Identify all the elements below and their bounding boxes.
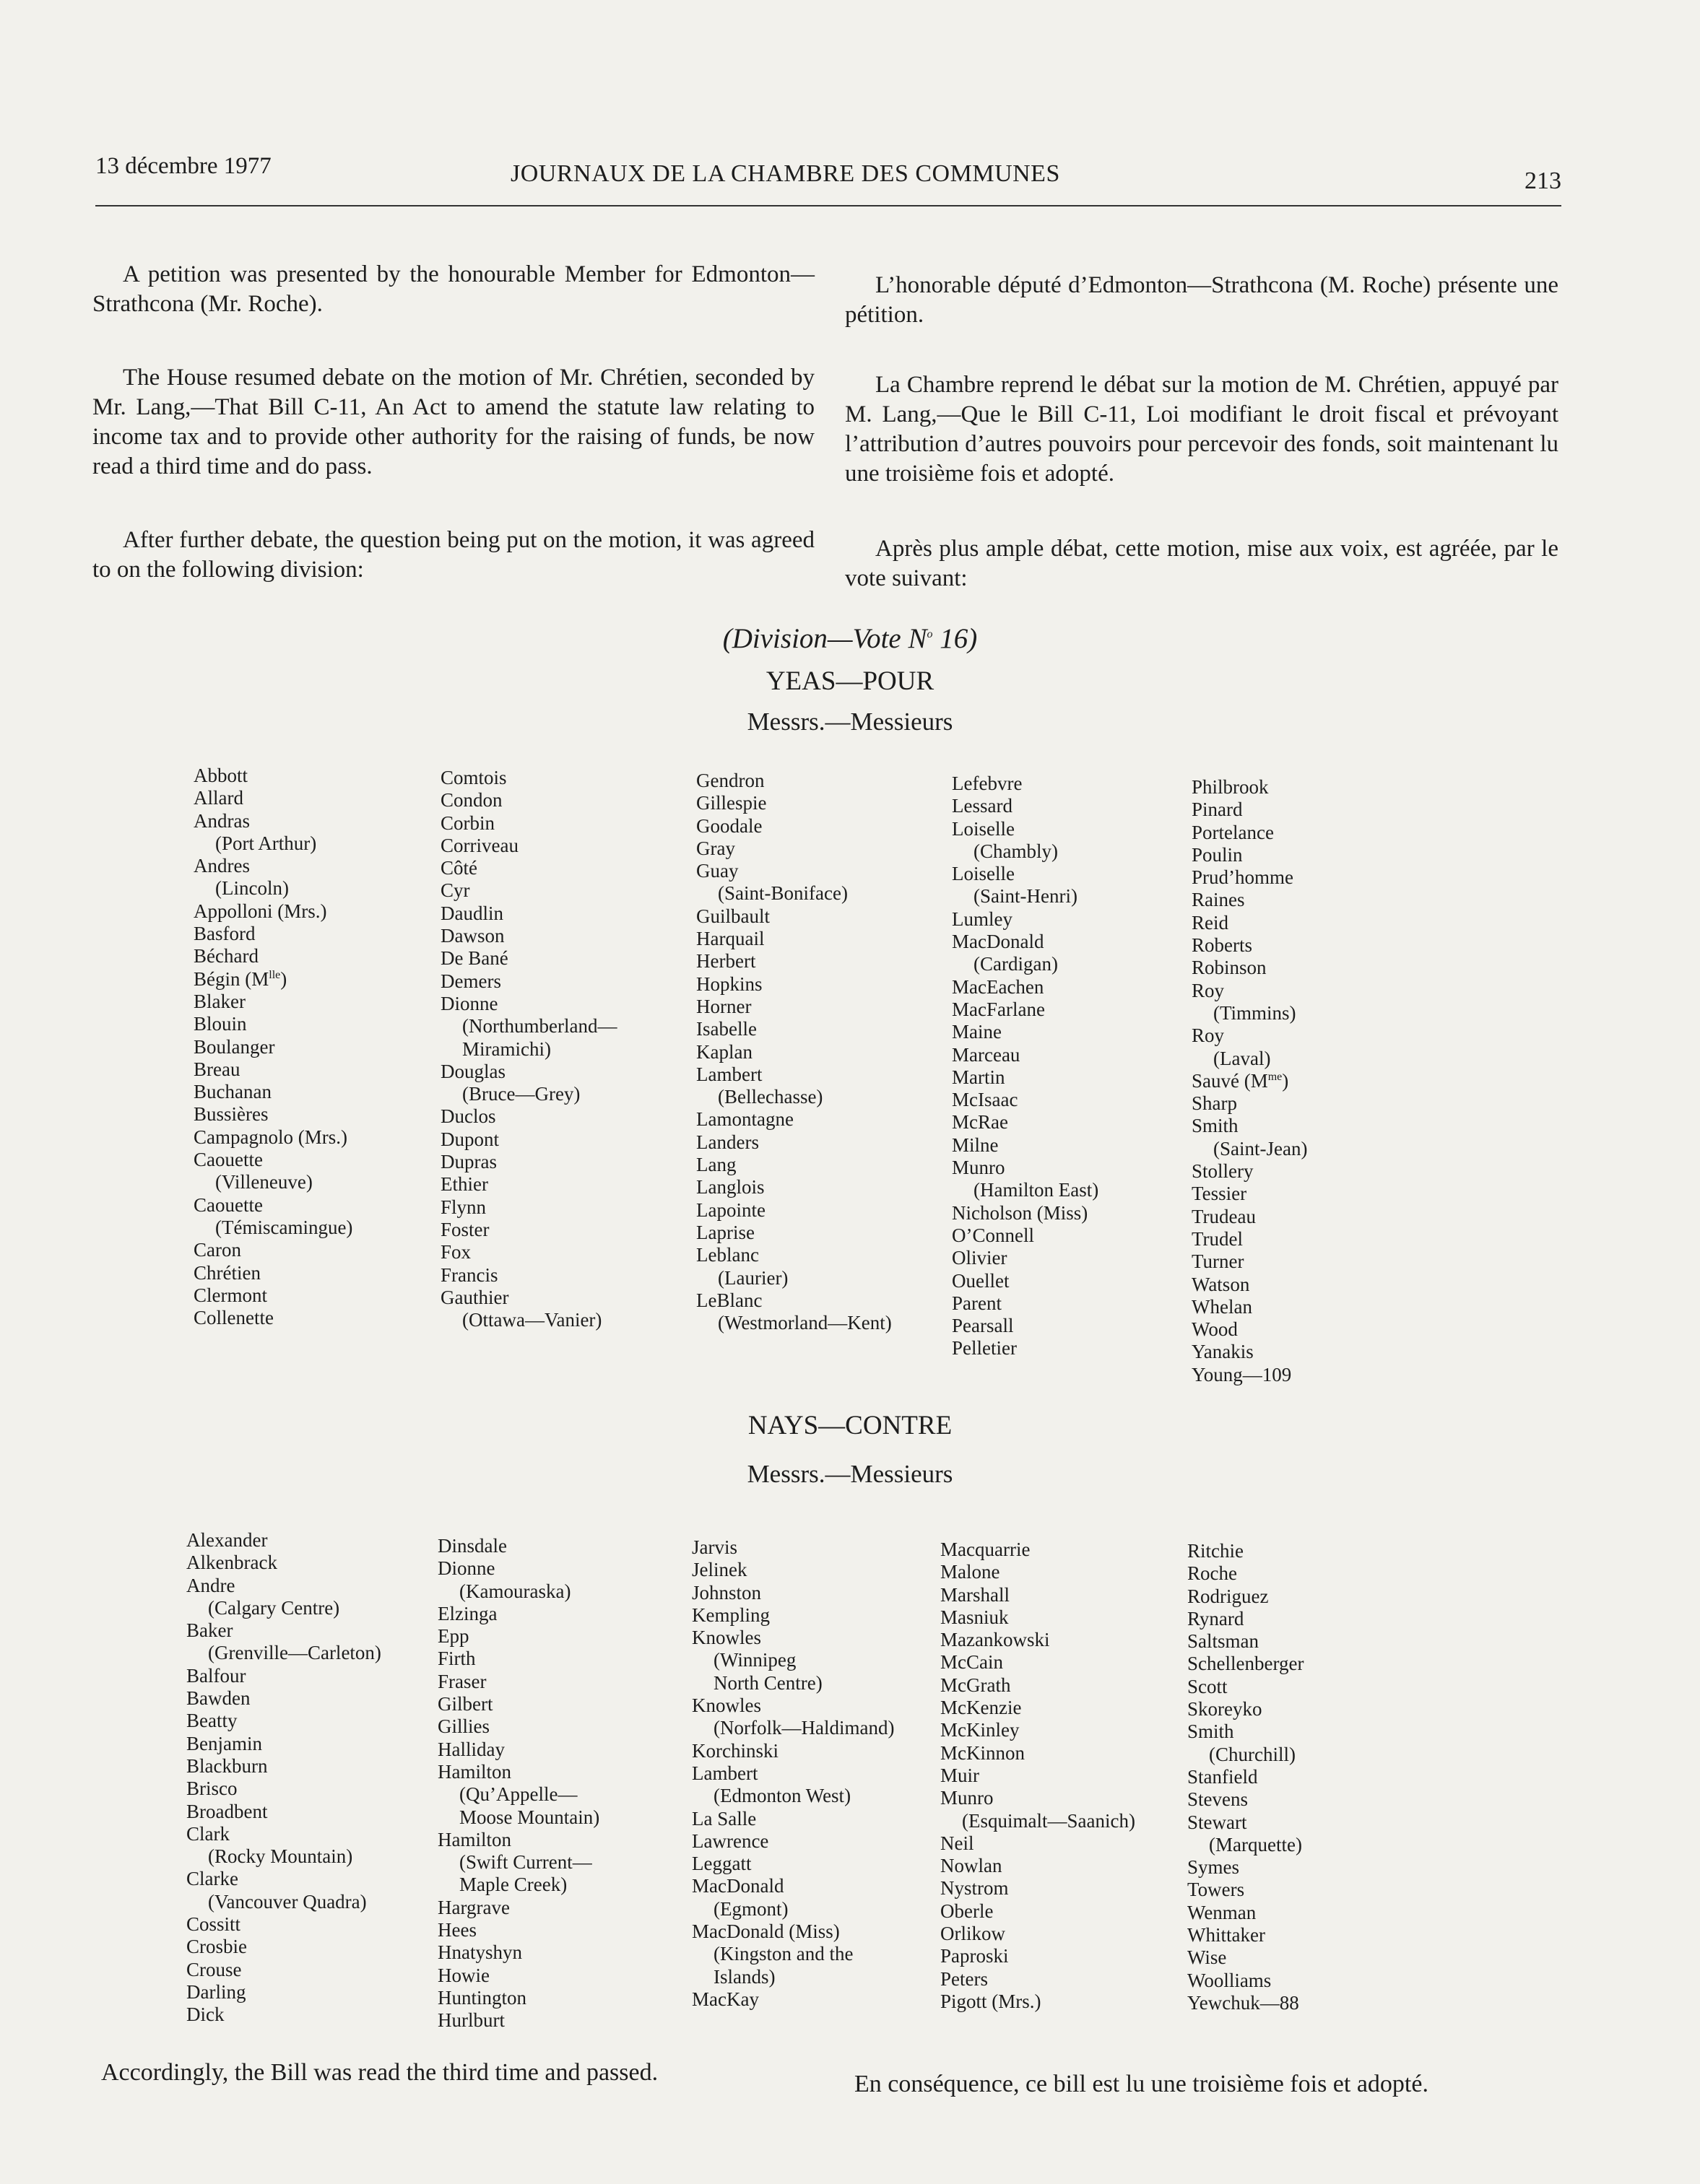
member-name: Lawrence xyxy=(692,1830,769,1852)
en-question xyxy=(92,526,815,585)
member-name: Landers xyxy=(696,1131,759,1153)
en-question-text: After further debate, the question being put on the motion, it was agreed to on the following division: xyxy=(92,527,815,583)
riding-name: (Kamouraska) xyxy=(459,1580,571,1602)
member-name: McKinley xyxy=(940,1719,1020,1741)
member-name: Loiselle xyxy=(952,817,1015,840)
riding-name: (Témiscamingue) xyxy=(215,1216,353,1238)
member-name: McGrath xyxy=(940,1674,1011,1696)
member-name: Portelance xyxy=(1192,821,1274,843)
member-name: Blackburn xyxy=(186,1754,268,1777)
member-name: Paproski xyxy=(940,1945,1009,1967)
member-name: Muir xyxy=(940,1764,979,1786)
member-name: Watson xyxy=(1192,1273,1250,1295)
yeas-column xyxy=(441,767,617,1331)
member-name: Ouellet xyxy=(952,1269,1010,1292)
en-petition-text: A petition was presented by the honourable Member for Edmonton—Strathcona (Mr. Roche). xyxy=(92,261,815,317)
member-name: Skoreyko xyxy=(1187,1698,1262,1720)
member-name: Guay xyxy=(696,860,739,882)
member-name: Wood xyxy=(1192,1318,1238,1341)
fr-debate-text: La Chambre reprend le débat sur la motion de M. Chrétien, appuyé par M. Lang,—Que le Bill C-11, Loi modifiant le droit fiscal et prévoyant l’attribution d’autres pouvoirs pour percevoir des fonds, soit maintenant lu une troisième fois et adopté. xyxy=(845,372,1558,487)
member-name: Lang xyxy=(696,1154,737,1176)
member-name: Turner xyxy=(1192,1250,1244,1273)
member-name: Stollery xyxy=(1192,1160,1254,1183)
riding-name: (Lincoln) xyxy=(215,877,289,900)
member-name: Jarvis xyxy=(692,1536,737,1558)
nays-subheading: Messrs.—Messieurs xyxy=(747,1460,953,1488)
riding-name: (Northumberland— xyxy=(462,1015,617,1037)
member-name: Howie xyxy=(438,1964,490,1986)
riding-name: (Bruce—Grey) xyxy=(462,1083,581,1105)
member-name: Bégin $(M^{lle})$ xyxy=(194,967,287,990)
member-name: Nowlan xyxy=(940,1855,1002,1877)
member-name: Wenman xyxy=(1187,1901,1257,1923)
member-name: Caouette xyxy=(194,1193,263,1216)
en-conclusion: Accordingly, the Bill was read the third time and passed. xyxy=(101,2059,659,2086)
member-name: Roy xyxy=(1192,979,1225,1001)
member-name: Broadbent xyxy=(186,1800,268,1822)
riding-name: (Grenville—Carleton) xyxy=(208,1642,381,1664)
riding-name: North Centre) xyxy=(714,1671,823,1694)
riding-name: (Saint-Henri) xyxy=(973,885,1077,908)
member-name: Chrétien xyxy=(194,1261,261,1284)
member-name: Sharp xyxy=(1192,1092,1237,1115)
member-name: Elzinga xyxy=(438,1602,498,1624)
member-name: Reid xyxy=(1192,911,1228,934)
member-name: LeBlanc xyxy=(696,1289,763,1311)
member-name: Whelan xyxy=(1192,1295,1252,1318)
member-name: Marceau xyxy=(952,1043,1020,1066)
member-name: Côté xyxy=(441,857,477,879)
member-name: Lessard xyxy=(952,795,1012,817)
member-name: Nicholson (Miss) xyxy=(952,1201,1088,1224)
riding-name: (Vancouver Quadra) xyxy=(208,1890,367,1913)
member-name: Ritchie xyxy=(1187,1540,1244,1562)
member-name: Woolliams xyxy=(1187,1969,1272,1991)
member-name: Cyr xyxy=(441,879,470,902)
member-name: Macquarrie xyxy=(940,1539,1031,1560)
member-name: Gillies xyxy=(438,1715,490,1738)
member-name: Breau xyxy=(194,1058,240,1080)
riding-name: (Laval) xyxy=(1213,1047,1271,1069)
member-name: Hamilton xyxy=(438,1828,511,1850)
division-number: 16 xyxy=(940,623,968,654)
member-name: Schellenberger xyxy=(1187,1653,1304,1675)
riding-name: (Egmont) xyxy=(714,1897,789,1920)
riding-name: (Edmonton West) xyxy=(714,1785,851,1807)
member-name: Boulanger xyxy=(194,1035,275,1058)
member-name: Tessier xyxy=(1192,1183,1247,1205)
riding-name: (Cardigan) xyxy=(973,953,1058,975)
fr-petition-text: L’honorable député d’Edmonton—Strathcona (M. Roche) présente une pétition. xyxy=(845,272,1558,328)
fr-petition xyxy=(845,271,1558,330)
member-name: Beatty xyxy=(186,1710,238,1732)
member-name: Rodriguez xyxy=(1187,1585,1269,1607)
member-name: Corriveau xyxy=(441,834,519,856)
member-name: Basford xyxy=(194,923,256,945)
member-name: Crouse xyxy=(186,1958,242,1980)
member-name: Alexander xyxy=(186,1529,268,1551)
yeas-column xyxy=(1192,776,1307,1386)
member-name: Hargrave xyxy=(438,1896,510,1918)
riding-name: (Esquimalt—Saanich) xyxy=(962,1809,1135,1832)
member-name: Malone xyxy=(940,1561,1000,1583)
member-name: Collenette xyxy=(194,1307,274,1329)
member-name: Huntington xyxy=(438,1986,527,2009)
page-header xyxy=(95,144,1561,206)
member-name: Saltsman xyxy=(1187,1630,1259,1653)
member-name: Foster xyxy=(441,1218,490,1240)
member-name: Andre xyxy=(186,1574,235,1596)
riding-name: (Westmorland—Kent) xyxy=(718,1312,892,1334)
fr-debate xyxy=(845,370,1558,489)
member-name: Dupras xyxy=(441,1151,497,1173)
yeas-subheading: Messrs.—Messieurs xyxy=(747,708,953,736)
member-name: Yanakis xyxy=(1192,1341,1254,1363)
member-name: Lumley xyxy=(952,908,1012,930)
nays-column xyxy=(940,1539,1135,2013)
riding-name: (Saint-Jean) xyxy=(1213,1137,1308,1160)
member-name: Duclos xyxy=(441,1105,496,1128)
member-name: Hees xyxy=(438,1919,477,1941)
member-name: Young—109 xyxy=(1192,1363,1292,1385)
member-name: Korchinski xyxy=(692,1739,779,1762)
member-name: Prud’homme xyxy=(1192,866,1293,889)
member-name: Rynard xyxy=(1187,1607,1244,1630)
member-name: Douglas xyxy=(441,1060,506,1082)
division-number-prefix: N xyxy=(908,623,927,654)
member-name: Demers xyxy=(441,970,501,992)
member-name: Mazankowski xyxy=(940,1629,1050,1651)
en-petition xyxy=(92,260,815,319)
member-name: Leblanc xyxy=(696,1244,759,1266)
member-name: Blaker xyxy=(194,990,246,1012)
member-name: Parent xyxy=(952,1292,1002,1314)
member-name: Pearsall xyxy=(952,1315,1014,1337)
member-name: Hnatyshyn xyxy=(438,1941,522,1964)
member-name: Sauvé $(M^{me})$ xyxy=(1192,1069,1289,1092)
member-name: Orlikow xyxy=(940,1923,1005,1945)
member-name: La Salle xyxy=(692,1807,757,1830)
page-number: 213 xyxy=(1525,168,1561,194)
member-name: Dionne xyxy=(441,992,498,1014)
member-name: Bawden xyxy=(186,1687,251,1710)
member-name: Lamontagne xyxy=(696,1108,794,1131)
yeas-heading: YEAS—POUR xyxy=(766,666,934,696)
yeas-column xyxy=(194,765,352,1329)
division-number-sup: o xyxy=(927,628,933,640)
nays-column xyxy=(692,1536,894,2011)
member-name: MacFarlane xyxy=(952,998,1045,1020)
member-name: Scott xyxy=(1187,1675,1228,1697)
member-name: Loiselle xyxy=(952,863,1015,885)
nays-column xyxy=(1187,1540,1304,2014)
member-name: Wise xyxy=(1187,1946,1227,1969)
riding-name: (Bellechasse) xyxy=(718,1086,823,1108)
member-name: Knowles xyxy=(692,1694,761,1717)
member-name: Roberts xyxy=(1192,934,1252,957)
riding-name: (Saint-Boniface) xyxy=(718,882,848,905)
riding-name: (Ottawa—Vanier) xyxy=(462,1309,602,1331)
riding-name: (Kingston and the xyxy=(714,1943,854,1965)
member-name: Balfour xyxy=(186,1664,246,1687)
member-name: McKenzie xyxy=(940,1697,1022,1719)
member-name: Clermont xyxy=(194,1284,267,1306)
division-label: Division—Vote xyxy=(732,623,901,654)
riding-name: (Calgary Centre) xyxy=(208,1596,340,1619)
en-debate-text: The House resumed debate on the motion of Mr. Chrétien, seconded by Mr. Lang,—That Bill C-11, An Act to amend the statute law relating to income tax and to provide other authority for the raising of funds, be now read a third time and do pass. xyxy=(92,365,815,479)
member-name: Dupont xyxy=(441,1128,499,1150)
member-name: Appolloni (Mrs.) xyxy=(194,900,327,922)
member-name: Martin xyxy=(952,1066,1005,1088)
member-name: Pigott (Mrs.) xyxy=(940,1990,1041,2012)
member-name: Alkenbrack xyxy=(186,1552,277,1574)
member-name: Whittaker xyxy=(1187,1924,1265,1946)
member-name: Caouette xyxy=(194,1149,263,1171)
member-name: Dawson xyxy=(441,925,505,947)
member-name: Hopkins xyxy=(696,973,763,995)
fr-question xyxy=(845,534,1558,593)
member-name: Stevens xyxy=(1187,1788,1248,1811)
member-name: Trudel xyxy=(1192,1227,1244,1250)
member-name: MacDonald xyxy=(692,1875,784,1897)
member-name: MacDonald (Miss) xyxy=(692,1920,840,1943)
member-name: Comtois xyxy=(441,767,507,788)
member-name: Gendron xyxy=(696,770,765,791)
header-title: JOURNAUX DE LA CHAMBRE DES COMMUNES xyxy=(511,160,1060,187)
member-name: Clark xyxy=(186,1822,230,1845)
member-name: Smith xyxy=(1187,1720,1234,1743)
riding-name: Miramichi) xyxy=(462,1037,551,1060)
member-name: Towers xyxy=(1187,1879,1245,1901)
member-name: Symes xyxy=(1187,1856,1240,1879)
member-name: Daudlin xyxy=(441,902,503,924)
member-name: Jelinek xyxy=(692,1559,747,1581)
member-name: McCain xyxy=(940,1651,1003,1674)
member-name: Poulin xyxy=(1192,843,1243,866)
member-name: Fox xyxy=(441,1241,472,1263)
member-name: Baker xyxy=(186,1619,233,1642)
member-name: Flynn xyxy=(441,1196,487,1218)
member-name: Harquail xyxy=(696,928,765,950)
member-name: Dick xyxy=(186,2004,225,2026)
member-name: Lapointe xyxy=(696,1198,766,1221)
fr-question-text: Après plus ample débat, cette motion, mise aux voix, est agréée, par le vote suivant: xyxy=(845,536,1558,591)
member-name: Blouin xyxy=(194,1013,247,1035)
member-name: Ethier xyxy=(441,1173,488,1196)
member-name: Kaplan xyxy=(696,1040,753,1063)
riding-name: (Hamilton East) xyxy=(973,1179,1099,1201)
member-name: Andres xyxy=(194,855,250,877)
member-name: Cossitt xyxy=(186,1913,241,1936)
en-debate xyxy=(92,363,815,482)
member-name: Guilbault xyxy=(696,905,770,927)
yeas-column xyxy=(696,770,892,1334)
member-name: Robinson xyxy=(1192,957,1267,979)
member-name: Gilbert xyxy=(438,1693,493,1715)
member-name: MacKay xyxy=(692,1988,759,2010)
member-name: Firth xyxy=(438,1648,476,1670)
member-name: Munro xyxy=(940,1787,994,1809)
member-name: De Bané xyxy=(441,947,508,970)
riding-name: (Qu’Appelle— xyxy=(459,1783,578,1806)
member-name: Francis xyxy=(441,1263,498,1286)
member-name: Campagnolo (Mrs.) xyxy=(194,1126,347,1148)
member-name: Halliday xyxy=(438,1738,505,1760)
member-name: Gray xyxy=(696,837,735,859)
riding-name: Islands) xyxy=(714,1965,776,1988)
riding-name: Moose Mountain) xyxy=(459,1806,600,1828)
riding-name: (Laurier) xyxy=(718,1266,789,1289)
riding-name: (Churchill) xyxy=(1209,1743,1296,1765)
member-name: Johnston xyxy=(692,1581,762,1604)
member-name: Darling xyxy=(186,1980,246,2003)
member-name: Oberle xyxy=(940,1900,994,1922)
member-name: Gillespie xyxy=(696,792,767,814)
member-name: Gauthier xyxy=(441,1286,509,1308)
member-name: Buchanan xyxy=(194,1081,272,1103)
member-name: Raines xyxy=(1192,889,1245,911)
nays-heading: NAYS—CONTRE xyxy=(747,1411,953,1440)
member-name: Peters xyxy=(940,1967,988,1990)
member-name: Fraser xyxy=(438,1670,487,1692)
member-name: Condon xyxy=(441,789,503,812)
member-name: Laprise xyxy=(696,1221,755,1243)
member-name: Munro xyxy=(952,1157,1005,1179)
member-name: McIsaac xyxy=(952,1089,1018,1111)
member-name: Pinard xyxy=(1192,799,1243,821)
member-name: Philbrook xyxy=(1192,776,1269,798)
member-name: Dinsdale xyxy=(438,1535,507,1557)
member-name: Hurlburt xyxy=(438,2009,505,2032)
member-name: Neil xyxy=(940,1832,974,1854)
fr-conclusion: En conséquence, ce bill est lu une troisième fois et adopté. xyxy=(854,2071,1428,2097)
riding-name: (Swift Current— xyxy=(459,1851,592,1874)
riding-name: (Timmins) xyxy=(1213,1001,1296,1024)
riding-name: (Norfolk—Haldimand) xyxy=(714,1717,895,1739)
member-name: Yewchuk—88 xyxy=(1187,1991,1299,2014)
riding-name: (Port Arthur) xyxy=(215,832,317,854)
member-name: Allard xyxy=(194,787,243,809)
riding-name: (Villeneuve) xyxy=(215,1171,313,1193)
member-name: Benjamin xyxy=(186,1732,262,1754)
division-heading: (Division—Vote $N^o$ 16) xyxy=(722,623,978,654)
member-name: Isabelle xyxy=(696,1018,757,1040)
member-name: Leggatt xyxy=(692,1853,752,1875)
member-name: McRae xyxy=(952,1111,1008,1134)
member-name: Pelletier xyxy=(952,1337,1017,1359)
member-name: Trudeau xyxy=(1192,1205,1257,1227)
member-name: Maine xyxy=(952,1021,1002,1043)
member-name: Hamilton xyxy=(438,1760,511,1783)
riding-name: Maple Creek) xyxy=(459,1874,568,1896)
member-name: Clarke xyxy=(186,1868,238,1890)
riding-name: (Marquette) xyxy=(1209,1833,1302,1855)
member-name: Roy xyxy=(1192,1024,1225,1047)
member-name: Lambert xyxy=(692,1762,758,1784)
riding-name: (Winnipeg xyxy=(714,1649,797,1671)
member-name: Brisco xyxy=(186,1778,238,1800)
nays-column xyxy=(438,1535,599,2032)
member-name: MacDonald xyxy=(952,931,1044,953)
yeas-column xyxy=(952,773,1098,1360)
riding-name: (Chambly) xyxy=(973,840,1058,862)
member-name: Langlois xyxy=(696,1176,765,1198)
member-name: Marshall xyxy=(940,1583,1010,1606)
member-name: Olivier xyxy=(952,1247,1007,1269)
member-name: Crosbie xyxy=(186,1936,247,1958)
member-name: Abbott xyxy=(194,765,248,786)
member-name: Horner xyxy=(696,995,752,1017)
member-name: O’Connell xyxy=(952,1224,1034,1246)
member-name: Smith xyxy=(1192,1115,1239,1137)
member-name: Lambert xyxy=(696,1063,763,1085)
member-name: Stanfield xyxy=(1187,1765,1258,1788)
member-name: Lefebvre xyxy=(952,773,1023,794)
member-name: Epp xyxy=(438,1625,469,1648)
header-date: 13 décembre 1977 xyxy=(95,153,272,179)
riding-name: (Rocky Mountain) xyxy=(208,1845,353,1868)
member-name: Knowles xyxy=(692,1627,761,1649)
member-name: Goodale xyxy=(696,814,763,837)
member-name: Masniuk xyxy=(940,1606,1009,1628)
member-name: Kempling xyxy=(692,1604,770,1626)
member-name: Nystrom xyxy=(940,1877,1009,1900)
member-name: Herbert xyxy=(696,950,756,973)
member-name: Dionne xyxy=(438,1557,495,1580)
member-name: Andras xyxy=(194,809,250,832)
member-name: Caron xyxy=(194,1239,241,1261)
member-name: Stewart xyxy=(1187,1811,1247,1833)
member-name: Bussières xyxy=(194,1103,269,1126)
member-name: Béchard xyxy=(194,945,259,967)
member-name: Corbin xyxy=(441,812,495,834)
member-name: MacEachen xyxy=(952,975,1044,998)
member-name: Roche xyxy=(1187,1562,1237,1585)
member-name: McKinnon xyxy=(940,1741,1025,1764)
nays-column xyxy=(186,1529,381,2027)
member-name: Milne xyxy=(952,1134,999,1156)
